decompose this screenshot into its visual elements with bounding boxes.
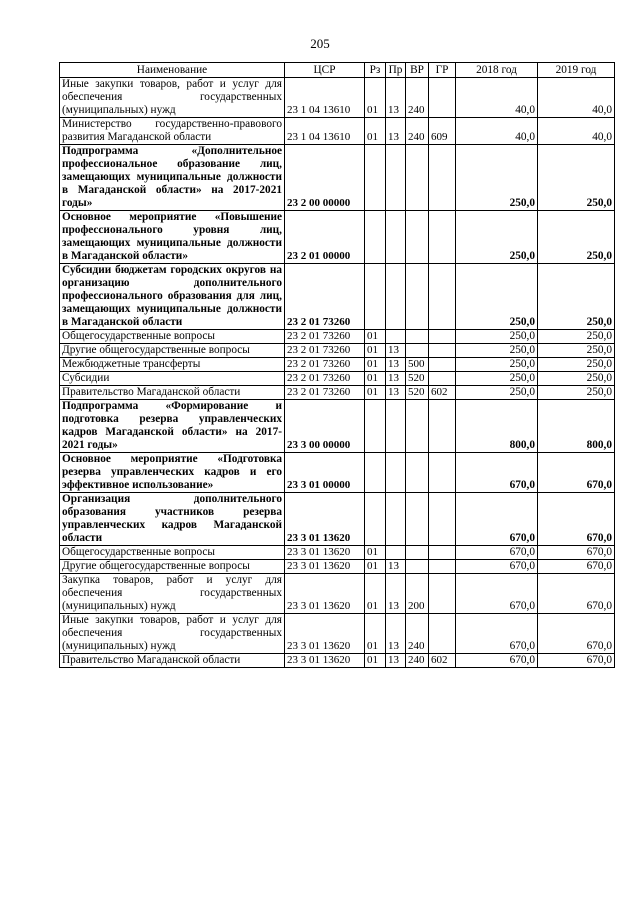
cell-rz: 01	[365, 344, 386, 358]
cell-2018: 670,0	[456, 546, 538, 560]
cell-pr	[386, 264, 406, 330]
cell-rz	[365, 400, 386, 453]
cell-2019: 250,0	[538, 358, 615, 372]
cell-gr	[429, 574, 456, 614]
cell-gr	[429, 211, 456, 264]
cell-gr	[429, 145, 456, 211]
cell-name: Субсидии бюджетам городских округов на организацию дополнительного профессионального образования для лиц, замещающих муниципальные должности в Магаданской области	[60, 264, 285, 330]
cell-csr: 23 2 01 73260	[285, 358, 365, 372]
cell-name: Основное мероприятие «Повышение профессионального уровня лиц, замещающих муниципальные должности в Магаданской области»	[60, 211, 285, 264]
cell-2019: 250,0	[538, 330, 615, 344]
cell-name: Правительство Магаданской области	[60, 654, 285, 668]
cell-2018: 670,0	[456, 560, 538, 574]
cell-gr	[429, 344, 456, 358]
cell-csr: 23 3 01 13620	[285, 546, 365, 560]
cell-csr: 23 3 01 13620	[285, 614, 365, 654]
cell-rz: 01	[365, 78, 386, 118]
table-row	[60, 358, 615, 372]
cell-vr: 200	[406, 574, 429, 614]
cell-name: Подпрограмма «Дополнительное профессиональное образование лиц, замещающих муниципальные должности в Магаданской области» на 2017-2021 годы»	[60, 145, 285, 211]
cell-pr: 13	[386, 386, 406, 400]
cell-csr: 23 1 04 13610	[285, 118, 365, 145]
cell-csr: 23 3 01 13620	[285, 493, 365, 546]
table-row	[60, 493, 615, 546]
cell-vr: 520	[406, 372, 429, 386]
cell-rz: 01	[365, 654, 386, 668]
cell-name: Правительство Магаданской области	[60, 386, 285, 400]
cell-2018: 250,0	[456, 358, 538, 372]
cell-rz: 01	[365, 372, 386, 386]
cell-2019: 670,0	[538, 453, 615, 493]
cell-gr	[429, 453, 456, 493]
cell-2018: 670,0	[456, 453, 538, 493]
table-row	[60, 546, 615, 560]
table-row	[60, 264, 615, 330]
cell-rz: 01	[365, 614, 386, 654]
cell-rz: 01	[365, 358, 386, 372]
table-row	[60, 614, 615, 654]
cell-name: Иные закупки товаров, работ и услуг для обеспечения государственных (муниципальных) нужд	[60, 78, 285, 118]
cell-pr: 13	[386, 118, 406, 145]
cell-2018: 250,0	[456, 344, 538, 358]
cell-2019: 250,0	[538, 264, 615, 330]
cell-name: Организация дополнительного образования участников резерва управленческих кадров Магаданской области	[60, 493, 285, 546]
cell-2018: 250,0	[456, 264, 538, 330]
cell-2019: 250,0	[538, 344, 615, 358]
cell-name: Основное мероприятие «Подготовка резерва управленческих кадров и его эффективное использование»	[60, 453, 285, 493]
header-2019: 2019 год	[538, 63, 615, 78]
cell-rz: 01	[365, 560, 386, 574]
cell-vr: 520	[406, 386, 429, 400]
cell-2018: 250,0	[456, 330, 538, 344]
header-name: Наименование	[60, 63, 285, 78]
cell-vr: 240	[406, 654, 429, 668]
cell-vr	[406, 330, 429, 344]
cell-vr	[406, 344, 429, 358]
cell-gr	[429, 400, 456, 453]
table-row	[60, 560, 615, 574]
cell-2019: 670,0	[538, 614, 615, 654]
cell-name: Министерство государственно-правового развития Магаданской области	[60, 118, 285, 145]
cell-pr: 13	[386, 654, 406, 668]
cell-vr	[406, 264, 429, 330]
cell-csr: 23 1 04 13610	[285, 78, 365, 118]
cell-2018: 670,0	[456, 614, 538, 654]
cell-pr	[386, 145, 406, 211]
cell-vr: 500	[406, 358, 429, 372]
cell-2019: 670,0	[538, 574, 615, 614]
cell-2019: 800,0	[538, 400, 615, 453]
cell-gr	[429, 330, 456, 344]
cell-2019: 670,0	[538, 654, 615, 668]
cell-csr: 23 2 01 73260	[285, 386, 365, 400]
table-row	[60, 211, 615, 264]
cell-csr: 23 3 01 13620	[285, 560, 365, 574]
cell-rz	[365, 453, 386, 493]
cell-2019: 40,0	[538, 78, 615, 118]
cell-2019: 670,0	[538, 546, 615, 560]
table-row	[60, 78, 615, 118]
cell-name: Субсидии	[60, 372, 285, 386]
budget-table	[59, 62, 615, 668]
table-row	[60, 344, 615, 358]
table-row	[60, 330, 615, 344]
table-row	[60, 654, 615, 668]
cell-rz	[365, 145, 386, 211]
cell-pr: 13	[386, 358, 406, 372]
cell-2018: 670,0	[456, 493, 538, 546]
cell-2018: 250,0	[456, 145, 538, 211]
cell-pr	[386, 453, 406, 493]
cell-csr: 23 2 01 73260	[285, 330, 365, 344]
cell-name: Общегосударственные вопросы	[60, 330, 285, 344]
cell-csr: 23 3 00 00000	[285, 400, 365, 453]
cell-pr	[386, 546, 406, 560]
cell-2019: 250,0	[538, 145, 615, 211]
cell-2018: 670,0	[456, 654, 538, 668]
cell-csr: 23 3 01 00000	[285, 453, 365, 493]
cell-name: Другие общегосударственные вопросы	[60, 560, 285, 574]
cell-gr	[429, 614, 456, 654]
cell-rz	[365, 211, 386, 264]
cell-gr	[429, 78, 456, 118]
cell-pr: 13	[386, 372, 406, 386]
cell-rz	[365, 493, 386, 546]
cell-gr	[429, 358, 456, 372]
cell-gr: 602	[429, 386, 456, 400]
cell-pr: 13	[386, 560, 406, 574]
cell-pr	[386, 211, 406, 264]
cell-pr	[386, 330, 406, 344]
table-header-row	[60, 63, 615, 78]
table-row	[60, 574, 615, 614]
header-gr: ГР	[429, 63, 456, 78]
cell-name: Общегосударственные вопросы	[60, 546, 285, 560]
cell-rz: 01	[365, 574, 386, 614]
cell-vr	[406, 400, 429, 453]
cell-vr	[406, 211, 429, 264]
cell-2018: 800,0	[456, 400, 538, 453]
cell-vr: 240	[406, 118, 429, 145]
cell-2018: 40,0	[456, 118, 538, 145]
cell-2019: 670,0	[538, 560, 615, 574]
cell-rz: 01	[365, 546, 386, 560]
cell-vr	[406, 145, 429, 211]
cell-2019: 250,0	[538, 211, 615, 264]
cell-vr: 240	[406, 78, 429, 118]
cell-csr: 23 2 01 73260	[285, 264, 365, 330]
cell-gr: 602	[429, 654, 456, 668]
cell-2019: 670,0	[538, 493, 615, 546]
cell-pr: 13	[386, 344, 406, 358]
cell-pr	[386, 400, 406, 453]
table-row	[60, 118, 615, 145]
cell-vr	[406, 493, 429, 546]
cell-2018: 250,0	[456, 372, 538, 386]
cell-pr: 13	[386, 78, 406, 118]
cell-2018: 40,0	[456, 78, 538, 118]
cell-name: Закупка товаров, работ и услуг для обеспечения государственных (муниципальных) нужд	[60, 574, 285, 614]
table-body	[60, 78, 615, 668]
header-csr: ЦСР	[285, 63, 365, 78]
cell-vr: 240	[406, 614, 429, 654]
cell-vr	[406, 546, 429, 560]
header-2018: 2018 год	[456, 63, 538, 78]
cell-csr: 23 3 01 13620	[285, 654, 365, 668]
cell-csr: 23 3 01 13620	[285, 574, 365, 614]
cell-2019: 250,0	[538, 372, 615, 386]
cell-rz	[365, 264, 386, 330]
cell-pr: 13	[386, 614, 406, 654]
cell-rz: 01	[365, 118, 386, 145]
page-number: 205	[310, 36, 330, 51]
cell-csr: 23 2 00 00000	[285, 145, 365, 211]
cell-rz: 01	[365, 386, 386, 400]
table-row	[60, 453, 615, 493]
cell-gr	[429, 264, 456, 330]
cell-2018: 670,0	[456, 574, 538, 614]
cell-csr: 23 2 01 00000	[285, 211, 365, 264]
header-pr: Пр	[386, 63, 406, 78]
table-row	[60, 145, 615, 211]
cell-vr	[406, 453, 429, 493]
cell-csr: 23 2 01 73260	[285, 344, 365, 358]
cell-name: Другие общегосударственные вопросы	[60, 344, 285, 358]
cell-pr	[386, 493, 406, 546]
table-row	[60, 386, 615, 400]
table-row	[60, 400, 615, 453]
cell-vr	[406, 560, 429, 574]
cell-csr: 23 2 01 73260	[285, 372, 365, 386]
header-rz: Рз	[365, 63, 386, 78]
cell-2018: 250,0	[456, 211, 538, 264]
cell-pr: 13	[386, 574, 406, 614]
cell-2019: 250,0	[538, 386, 615, 400]
header-vr: ВР	[406, 63, 429, 78]
cell-rz: 01	[365, 330, 386, 344]
cell-gr	[429, 560, 456, 574]
cell-name: Иные закупки товаров, работ и услуг для обеспечения государственных (муниципальных) нужд	[60, 614, 285, 654]
cell-2019: 40,0	[538, 118, 615, 145]
cell-2018: 250,0	[456, 386, 538, 400]
cell-gr: 609	[429, 118, 456, 145]
cell-name: Подпрограмма «Формирование и подготовка резерва управленческих кадров Магаданской области» на 2017-2021 годы»	[60, 400, 285, 453]
cell-gr	[429, 546, 456, 560]
cell-gr	[429, 372, 456, 386]
cell-name: Межбюджетные трансферты	[60, 358, 285, 372]
cell-gr	[429, 493, 456, 546]
table-row	[60, 372, 615, 386]
